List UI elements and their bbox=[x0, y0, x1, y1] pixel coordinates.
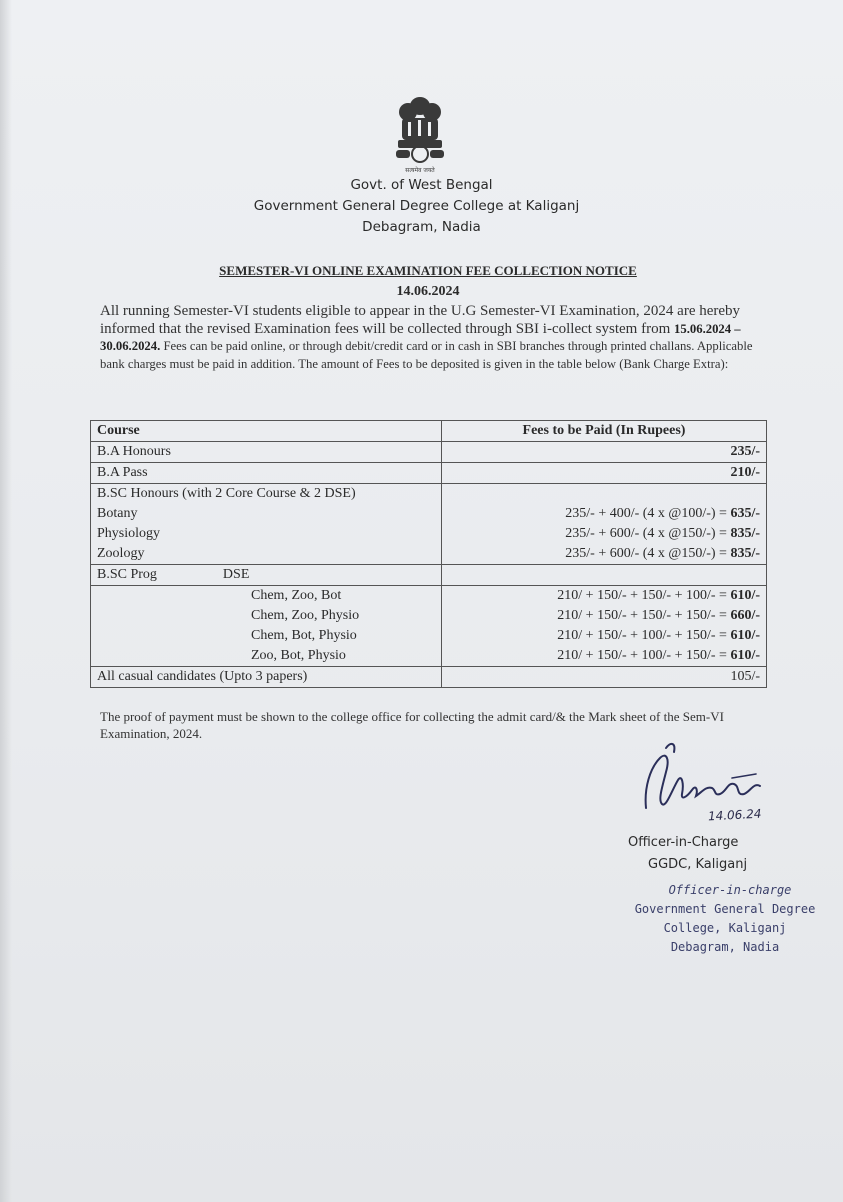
notice-date: 14.06.2024 bbox=[396, 284, 460, 299]
calc-text: 210/ + 150/- + 100/- + 150/- = bbox=[557, 648, 731, 663]
fee-amount: 835/- bbox=[730, 546, 760, 561]
fee-cell: 105/- bbox=[442, 667, 767, 688]
fee-cell bbox=[442, 463, 767, 484]
dse-combination: Chem, Zoo, Bot bbox=[251, 588, 342, 603]
calc-text: 210/ + 150/- + 100/- + 150/- = bbox=[557, 628, 731, 643]
notice-paragraph-intro: All running Semester-VI students eligible to appear in the U.G Semester-VI Examination, 2024 are hereby informed that the revised Examination fees will be collected through SBI i-collect system from bbox=[100, 303, 741, 337]
calc-text: 210/ + 150/- + 150/- + 100/- = bbox=[557, 588, 731, 603]
table-row bbox=[91, 484, 767, 565]
college-address: Debagram, Nadia bbox=[362, 219, 481, 235]
dse-combination: Chem, Zoo, Physio bbox=[251, 608, 360, 623]
table-row bbox=[91, 667, 767, 688]
table-row bbox=[91, 565, 767, 586]
calc-text: 210/ + 150/- + 150/- + 150/- = bbox=[557, 608, 731, 623]
fee-cell bbox=[442, 484, 767, 565]
fee-amount: 610/- bbox=[730, 648, 760, 663]
fee-amount: 210/- bbox=[730, 465, 760, 480]
bsc-prog-label: B.SC Prog bbox=[97, 567, 157, 582]
table-header-row bbox=[91, 421, 767, 442]
fee-calculation bbox=[448, 504, 760, 524]
table-row bbox=[91, 463, 767, 484]
notice-paragraph-rest: Fees can be paid online, or through debit/credit card or in cash in SBI branches through printed challans. Applicable bank charges must be paid in addition. The amount of Fees to be deposited is given in the table below (Bank Charge Extra): bbox=[100, 339, 753, 371]
calc-text: 235/- + 600/- (4 x @150/-) = bbox=[565, 546, 731, 561]
calc-text: 235/- + 600/- (4 x @150/-) = bbox=[565, 526, 731, 541]
course-column-header: Course bbox=[91, 421, 442, 442]
stamp-line: Debagram, Nadia bbox=[670, 940, 780, 954]
table-row bbox=[91, 586, 767, 667]
subject-label: Botany bbox=[97, 506, 138, 521]
stamp-line: Government General Degree bbox=[634, 902, 816, 916]
fee-amount: 235/- bbox=[730, 444, 760, 459]
fee-calculation bbox=[448, 646, 760, 666]
fee-amount: 610/- bbox=[730, 588, 760, 603]
official-stamp bbox=[620, 881, 830, 957]
course-cell bbox=[91, 586, 442, 667]
govt-name: Govt. of West Bengal bbox=[350, 177, 493, 193]
fee-calculation bbox=[448, 606, 760, 626]
stamp-line: Officer-in-charge bbox=[668, 883, 792, 897]
fees-table bbox=[90, 420, 767, 688]
signature-date: 14.06.24 bbox=[707, 806, 762, 824]
course-cell: B.A Honours bbox=[91, 442, 442, 463]
fees-column-header: Fees to be Paid (In Rupees) bbox=[442, 421, 767, 442]
fee-calculation bbox=[448, 626, 760, 646]
subject-label: Zoology bbox=[97, 546, 145, 561]
fee-cell bbox=[442, 565, 767, 586]
subject-label: Physiology bbox=[97, 526, 161, 541]
officer-block bbox=[628, 832, 768, 876]
course-cell bbox=[91, 565, 442, 586]
course-cell bbox=[91, 484, 442, 565]
fee-amount: 635/- bbox=[730, 506, 760, 521]
fee-cell bbox=[442, 586, 767, 667]
dse-combination: Chem, Bot, Physio bbox=[251, 628, 357, 643]
fee-cell bbox=[442, 442, 767, 463]
officer-title: Officer-in-Charge bbox=[628, 835, 739, 850]
course-cell: B.A Pass bbox=[91, 463, 442, 484]
proof-of-payment-note: The proof of payment must be shown to the college office for collecting the admit card/& the Mark sheet of the Sem-VI Examination, 2024. bbox=[100, 709, 724, 741]
dse-combination: Zoo, Bot, Physio bbox=[251, 648, 346, 663]
fee-calculation bbox=[448, 524, 760, 544]
calc-text: 235/- + 400/- (4 x @100/-) = bbox=[565, 506, 731, 521]
notice-paragraph bbox=[100, 303, 760, 373]
bsc-honours-heading: B.SC Honours (with 2 Core Course & 2 DSE) bbox=[97, 486, 356, 501]
course-cell: All casual candidates (Upto 3 papers) bbox=[91, 667, 442, 688]
fee-amount: 660/- bbox=[730, 608, 760, 623]
state-emblem-icon bbox=[388, 94, 452, 176]
fee-calculation bbox=[448, 544, 760, 564]
college-name: Government General Degree College at Kaliganj bbox=[253, 198, 580, 214]
fee-amount: 835/- bbox=[730, 526, 760, 541]
officer-org: GGDC, Kaliganj bbox=[648, 857, 748, 872]
notice-title: SEMESTER-VI ONLINE EXAMINATION FEE COLLECTION NOTICE bbox=[219, 263, 637, 278]
fee-calculation bbox=[448, 586, 760, 606]
collection-dates: 15.06.2024 – 30.06.2024. bbox=[100, 321, 741, 353]
table-row bbox=[91, 442, 767, 463]
dse-label: DSE bbox=[222, 567, 250, 582]
svg-text:सत्यमेव जयते: सत्यमेव जयते bbox=[405, 167, 435, 174]
fee-amount: 610/- bbox=[730, 628, 760, 643]
stamp-line: College, Kaliganj bbox=[663, 921, 787, 935]
